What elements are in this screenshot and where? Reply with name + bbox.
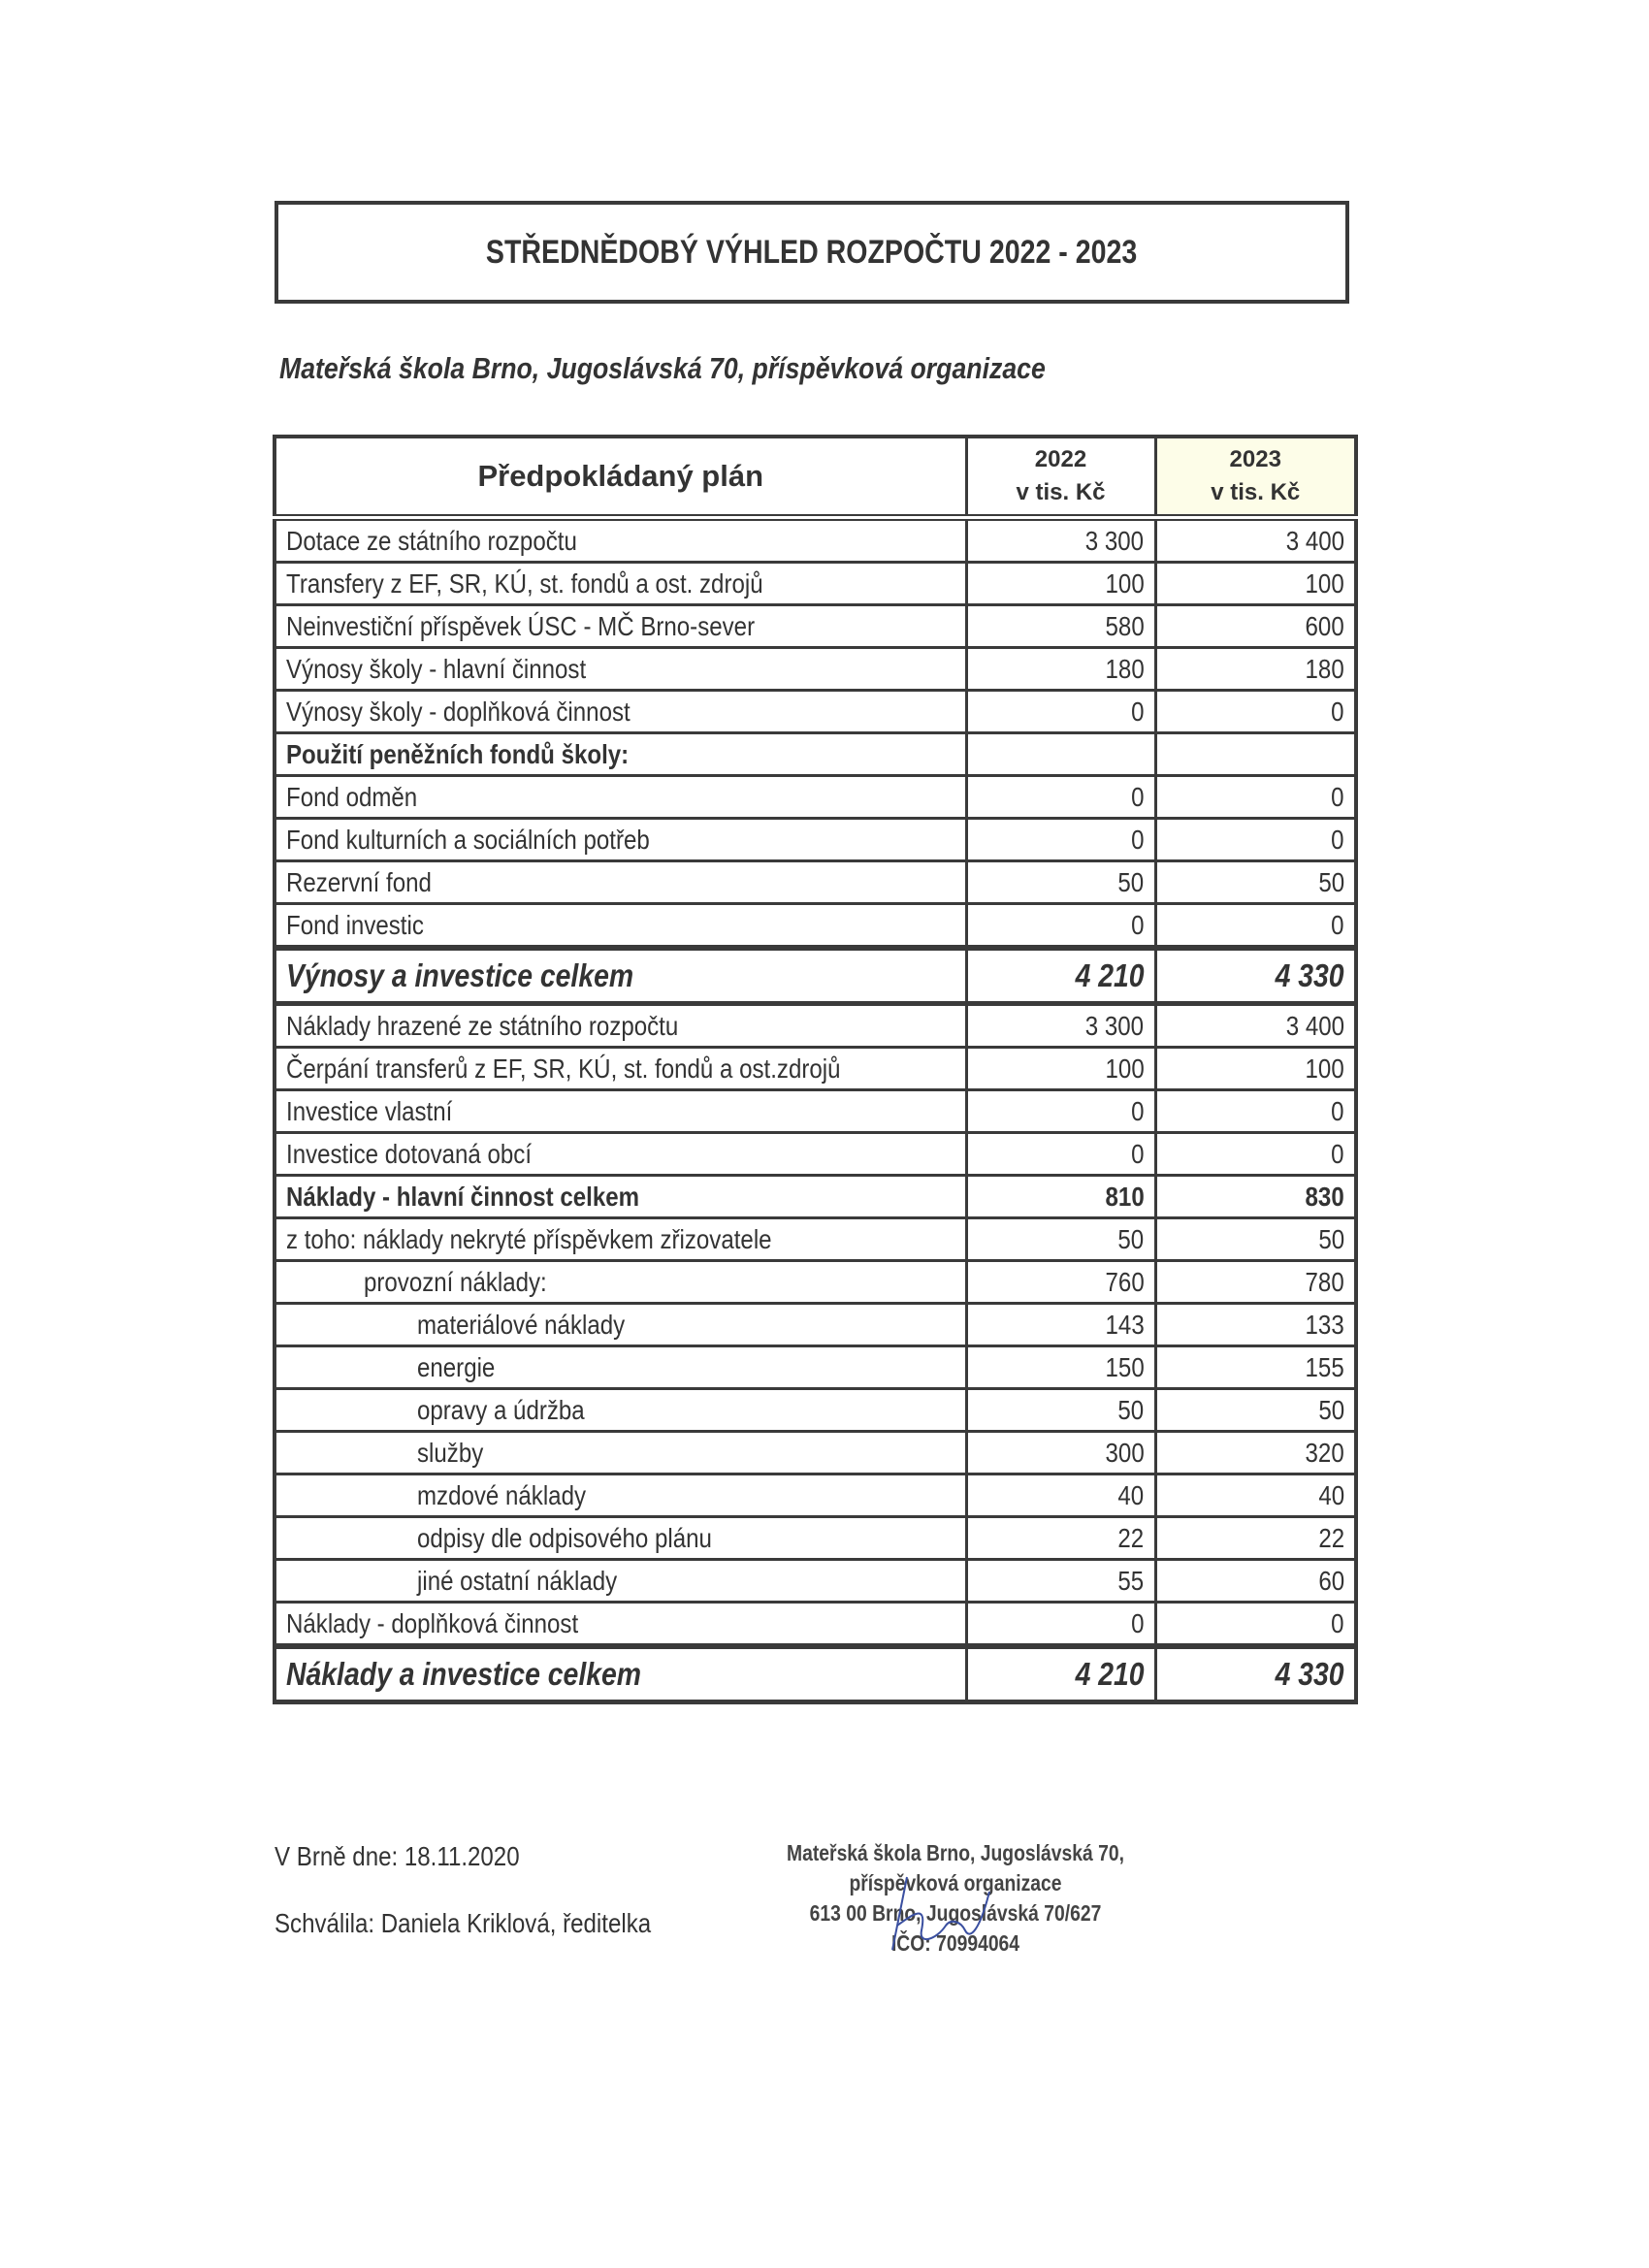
value-2022 [966,691,1155,733]
value-2023-text: 0 [1331,1138,1344,1169]
table-row [275,1346,1356,1389]
value-2023 [1155,948,1356,1004]
value-2023-text: 100 [1305,567,1344,599]
header-2023-unit: v tis. Kč [1211,479,1301,505]
value-2023 [1155,1389,1356,1432]
value-2022-text: 3 300 [1085,525,1145,556]
stamp-line: Mateřská škola Brno, Jugoslávská 70, [787,1840,1124,1865]
value-2022 [966,1048,1155,1090]
row-label [275,948,966,1004]
header-2023-year: 2023 [1229,446,1281,472]
table-row [275,563,1356,605]
value-2023-text: 0 [1331,824,1344,855]
row-label [275,1304,966,1346]
row-label [275,1218,966,1261]
value-2022 [966,1261,1155,1304]
value-2022-text: 0 [1131,696,1145,727]
value-2022 [966,819,1155,861]
row-label-text: materiálové náklady [417,1309,626,1340]
row-label [275,518,966,563]
row-label [275,776,966,819]
row-label-text: Neinvestiční příspěvek ÚSC - MČ Brno-sever [286,610,756,641]
value-2023-text: 600 [1305,610,1344,641]
table-row [275,1389,1356,1432]
value-2023 [1155,1004,1356,1048]
value-2022-text: 22 [1117,1522,1145,1553]
value-2023 [1155,1304,1356,1346]
value-2022 [966,1004,1155,1048]
row-label [275,563,966,605]
value-2023 [1155,904,1356,949]
document-title-box [275,201,1349,304]
value-2023-text: 320 [1305,1437,1344,1468]
row-label-text: služby [417,1437,484,1468]
value-2023 [1155,1218,1356,1261]
row-label-text: Čerpání transferů z EF, SR, KÚ, st. fondů a ost.zdrojů [286,1053,841,1084]
value-2022 [966,1517,1155,1560]
value-2023 [1155,563,1356,605]
value-2023 [1155,1261,1356,1304]
row-label-text: Fond odměn [286,781,418,812]
value-2022-text: 180 [1105,653,1145,684]
value-2022-text: 50 [1117,866,1145,897]
value-2022-text: 100 [1105,1053,1145,1084]
value-2022-text: 760 [1105,1266,1145,1297]
value-2023 [1155,1090,1356,1133]
header-2023 [1155,437,1356,518]
row-label [275,819,966,861]
row-label [275,1133,966,1176]
row-label [275,861,966,904]
value-2022-text: 50 [1117,1394,1145,1425]
row-label [275,1389,966,1432]
value-2023-text: 4 330 [1275,1656,1344,1692]
value-2023-text: 3 400 [1285,1010,1344,1041]
table-row [275,1517,1356,1560]
row-label-text: opravy a údržba [417,1394,585,1425]
value-2023-text: 133 [1305,1309,1344,1340]
value-2023-text: 50 [1318,1223,1344,1254]
value-2023 [1155,1474,1356,1517]
row-label [275,904,966,949]
value-2022 [966,776,1155,819]
value-2023 [1155,1133,1356,1176]
header-2022-unit: v tis. Kč [1016,479,1106,505]
value-2023-text: 155 [1305,1351,1344,1382]
value-2022 [966,1646,1155,1702]
value-2023-text: 0 [1331,1095,1344,1126]
row-label [275,1090,966,1133]
value-2023-text: 0 [1331,909,1344,940]
value-2023-text: 0 [1331,696,1344,727]
value-2022 [966,1603,1155,1647]
value-2022 [966,1389,1155,1432]
row-label-text: Výnosy a investice celkem [286,957,634,993]
table-row [275,1603,1356,1647]
table-row [275,819,1356,861]
value-2023-text: 50 [1318,1394,1344,1425]
value-2023 [1155,1560,1356,1603]
value-2023-text: 60 [1318,1565,1344,1596]
row-label-text: Dotace ze státního rozpočtu [286,525,577,556]
value-2022 [966,1176,1155,1218]
value-2022-text: 50 [1117,1223,1145,1254]
table-row [275,518,1356,563]
value-2023-text: 0 [1331,781,1344,812]
table-row [275,1090,1356,1133]
value-2023 [1155,776,1356,819]
value-2022-text: 100 [1105,567,1145,599]
value-2023 [1155,1517,1356,1560]
row-label [275,1004,966,1048]
value-2023-text: 180 [1305,653,1344,684]
value-2022-text: 143 [1105,1309,1145,1340]
value-2023 [1155,691,1356,733]
row-label [275,1176,966,1218]
value-2022-text: 4 210 [1075,957,1145,993]
value-2023 [1155,648,1356,691]
row-label [275,605,966,648]
value-2022-text: 3 300 [1085,1010,1145,1041]
approved-by-line: Schválila: Daniela Kriklová, ředitelka [275,1908,652,1938]
row-label-text: Náklady hrazené ze státního rozpočtu [286,1010,679,1041]
row-label-text: provozní náklady: [364,1266,547,1297]
value-2023 [1155,1432,1356,1474]
table-row [275,904,1356,949]
value-2022 [966,904,1155,949]
table-row [275,1048,1356,1090]
value-2022-text: 4 210 [1075,1656,1145,1692]
row-label [275,733,966,776]
handwritten-signature [868,1872,1004,1960]
row-label-text: odpisy dle odpisového plánu [417,1522,712,1553]
row-label-text: Fond investic [286,909,424,940]
value-2023-text: 780 [1305,1266,1344,1297]
row-label [275,691,966,733]
value-2023-text: 830 [1305,1181,1344,1212]
table-row [275,1176,1356,1218]
value-2022-text: 0 [1131,909,1145,940]
row-label-text: z toho: náklady nekryté příspěvkem zřizovatele [286,1223,772,1254]
table-row [275,648,1356,691]
row-label [275,1048,966,1090]
row-label-text: Investice dotovaná obcí [286,1138,533,1169]
value-2023 [1155,819,1356,861]
row-label-text: mzdové náklady [417,1479,587,1510]
table-header-row [275,437,1356,518]
table-row [275,1004,1356,1048]
row-label [275,1603,966,1647]
budget-table [273,435,1358,1704]
value-2022 [966,605,1155,648]
table-row [275,1218,1356,1261]
row-label-text: Transfery z EF, SR, KÚ, st. fondů a ost. zdrojů [286,567,763,599]
table-row [275,1133,1356,1176]
value-2023 [1155,1646,1356,1702]
row-label [275,1346,966,1389]
stamp-line: 613 00 Brno, Jugoslávská 70/627 [809,1900,1102,1926]
row-label [275,1646,966,1702]
value-2023-text: 40 [1318,1479,1344,1510]
value-2022-text: 580 [1105,610,1145,641]
table-row [275,733,1356,776]
value-2022-text: 300 [1105,1437,1145,1468]
row-label [275,1474,966,1517]
value-2022 [966,1432,1155,1474]
value-2023 [1155,861,1356,904]
value-2023-text: 50 [1318,866,1344,897]
value-2022 [966,1560,1155,1603]
value-2022-text: 150 [1105,1351,1145,1382]
value-2023 [1155,605,1356,648]
value-2022-text: 55 [1117,1565,1145,1596]
header-2022-year: 2022 [1034,446,1087,472]
value-2022 [966,948,1155,1004]
table-row [275,1432,1356,1474]
table-total-row [275,1646,1356,1702]
table-row [275,1304,1356,1346]
value-2022-text: 810 [1105,1181,1145,1212]
value-2022 [966,1304,1155,1346]
value-2023-text: 100 [1305,1053,1344,1084]
organization-name: Mateřská škola Brno, Jugoslávská 70, příspěvková organizace [279,351,1046,385]
table-row [275,1261,1356,1304]
document-title: STŘEDNĚDOBÝ VÝHLED ROZPOČTU 2022 - 2023 [486,233,1138,271]
row-label [275,648,966,691]
row-label-text: energie [417,1351,496,1382]
value-2022 [966,733,1155,776]
row-label [275,1517,966,1560]
value-2023 [1155,518,1356,563]
header-plan-label: Předpokládaný plán [275,437,966,518]
value-2022-text: 0 [1131,1607,1145,1638]
value-2022 [966,1133,1155,1176]
row-label-text: Náklady - hlavní činnost celkem [286,1181,640,1212]
value-2022 [966,563,1155,605]
date-line: V Brně dne: 18.11.2020 [275,1841,520,1871]
stamp-line: IČO: 70994064 [890,1930,1020,1956]
row-label-text: Náklady - doplňková činnost [286,1607,579,1638]
table-row [275,861,1356,904]
value-2022 [966,1346,1155,1389]
row-label-text: Výnosy školy - hlavní činnost [286,653,587,684]
value-2023-text: 3 400 [1285,525,1344,556]
value-2022 [966,1090,1155,1133]
value-2022-text: 0 [1131,824,1145,855]
row-label-text: Náklady a investice celkem [286,1656,642,1692]
header-2022 [966,437,1155,518]
row-label-text: Investice vlastní [286,1095,453,1126]
value-2023 [1155,1176,1356,1218]
value-2022-text: 0 [1131,781,1145,812]
value-2023 [1155,1603,1356,1647]
value-2023-text: 4 330 [1275,957,1344,993]
stamp-line: příspěvková organizace [849,1870,1062,1895]
value-2023-text: 0 [1331,1607,1344,1638]
table-row [275,1474,1356,1517]
value-2023 [1155,733,1356,776]
row-label-text: Použití peněžních fondů školy: [286,738,630,769]
table-row [275,691,1356,733]
footer-left [275,1841,712,1975]
row-label-text: Výnosy školy - doplňková činnost [286,696,630,727]
value-2022-text: 0 [1131,1138,1145,1169]
value-2022 [966,1474,1155,1517]
row-label [275,1261,966,1304]
value-2023 [1155,1048,1356,1090]
value-2023-text: 22 [1318,1522,1344,1553]
row-label-text: Fond kulturních a sociálních potřeb [286,824,650,855]
value-2022 [966,648,1155,691]
table-total-row [275,948,1356,1004]
value-2022 [966,1218,1155,1261]
row-label-text: jiné ostatní náklady [417,1565,618,1596]
table-row [275,605,1356,648]
value-2022-text: 40 [1117,1479,1145,1510]
value-2022 [966,518,1155,563]
row-label [275,1432,966,1474]
row-label [275,1560,966,1603]
value-2023 [1155,1346,1356,1389]
table-row [275,776,1356,819]
table-row [275,1560,1356,1603]
value-2022-text: 0 [1131,1095,1145,1126]
value-2022 [966,861,1155,904]
row-label-text: Rezervní fond [286,866,432,897]
